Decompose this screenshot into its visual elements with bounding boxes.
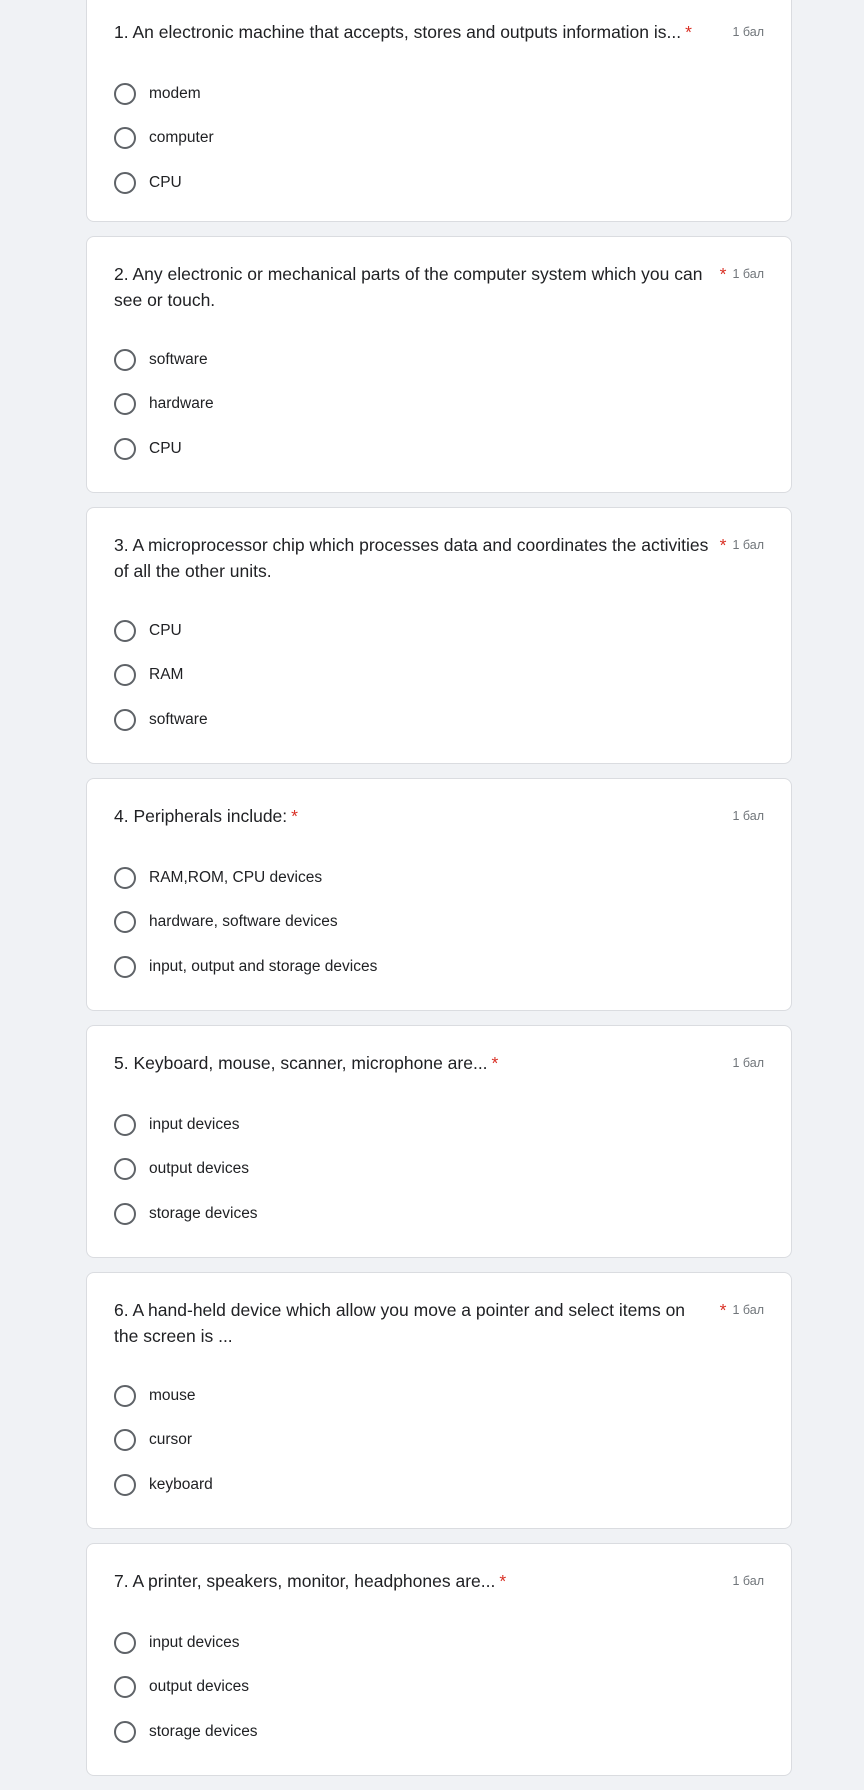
radio-button[interactable] <box>114 1474 136 1496</box>
question-header <box>114 532 764 609</box>
points-label: 1 бал <box>732 1574 764 1588</box>
option-row[interactable] <box>114 1463 764 1507</box>
radio-button[interactable] <box>114 1158 136 1180</box>
question-meta <box>720 532 764 558</box>
option-label: input devices <box>149 1634 240 1652</box>
radio-button[interactable] <box>114 620 136 642</box>
radio-button[interactable] <box>114 664 136 686</box>
option-row[interactable] <box>114 1147 764 1191</box>
question-header <box>114 1050 764 1103</box>
option-label: software <box>149 351 208 369</box>
radio-button[interactable] <box>114 172 136 194</box>
radio-button[interactable] <box>114 911 136 933</box>
radio-button[interactable] <box>114 349 136 371</box>
question-title <box>114 1050 714 1076</box>
radio-button[interactable] <box>114 956 136 978</box>
points-label: 1 бал <box>732 1056 764 1070</box>
option-row[interactable] <box>114 1103 764 1147</box>
question-text: 5. Keyboard, mouse, scanner, microphone are... <box>114 1053 488 1073</box>
points-label: 1 бал <box>732 267 764 281</box>
option-row[interactable] <box>114 1192 764 1236</box>
option-label: input devices <box>149 1116 240 1134</box>
radio-button[interactable] <box>114 1385 136 1407</box>
option-label: hardware, software devices <box>149 913 338 931</box>
option-label: keyboard <box>149 1475 213 1493</box>
radio-button[interactable] <box>114 709 136 731</box>
required-asterisk: * <box>719 1299 727 1320</box>
question-title <box>114 261 714 313</box>
option-label: mouse <box>149 1387 196 1405</box>
required-asterisk: * <box>685 22 692 42</box>
option-label: CPU <box>149 439 182 457</box>
option-label: storage devices <box>149 1204 258 1222</box>
option-row[interactable] <box>114 1665 764 1709</box>
options-list <box>114 1103 764 1236</box>
option-row[interactable] <box>114 1621 764 1665</box>
option-label: output devices <box>149 1160 249 1178</box>
radio-button[interactable] <box>114 1114 136 1136</box>
options-list <box>114 1621 764 1754</box>
required-asterisk: * <box>499 1571 507 1591</box>
question-meta <box>732 1568 764 1594</box>
option-row[interactable] <box>114 72 764 116</box>
option-label: CPU <box>149 173 182 191</box>
option-row[interactable] <box>114 116 764 160</box>
question-text: 2. Any electronic or mechanical parts of the computer system which you can see or touch. <box>114 264 703 310</box>
radio-button[interactable] <box>114 1721 136 1743</box>
option-label: cursor <box>149 1431 193 1449</box>
radio-button[interactable] <box>114 1632 136 1654</box>
question-title <box>114 19 714 45</box>
option-row[interactable] <box>114 338 764 382</box>
required-asterisk: * <box>719 534 727 555</box>
options-list <box>114 856 764 989</box>
radio-button[interactable] <box>114 1203 136 1225</box>
question-title <box>114 1568 714 1594</box>
question-card-3 <box>86 507 792 764</box>
question-card-1 <box>86 0 792 222</box>
points-label: 1 бал <box>732 1303 764 1317</box>
question-card-5 <box>86 1025 792 1258</box>
option-row[interactable] <box>114 900 764 944</box>
options-list <box>114 609 764 742</box>
option-row[interactable] <box>114 609 764 653</box>
question-card-2 <box>86 236 792 493</box>
required-asterisk: * <box>291 806 298 826</box>
question-header <box>114 19 764 72</box>
option-row[interactable] <box>114 698 764 742</box>
question-card-6 <box>86 1272 792 1529</box>
radio-button[interactable] <box>114 1429 136 1451</box>
question-header <box>114 261 764 338</box>
option-row[interactable] <box>114 1418 764 1462</box>
option-label: output devices <box>149 1678 249 1696</box>
options-list <box>114 338 764 471</box>
options-list <box>114 72 764 205</box>
option-label: modem <box>149 85 201 103</box>
radio-button[interactable] <box>114 1676 136 1698</box>
question-text: 1. An electronic machine that accepts, stores and outputs information is... <box>114 22 682 42</box>
question-header <box>114 1297 764 1374</box>
radio-button[interactable] <box>114 867 136 889</box>
radio-button[interactable] <box>114 83 136 105</box>
question-header <box>114 1568 764 1621</box>
radio-button[interactable] <box>114 438 136 460</box>
question-meta <box>732 803 764 829</box>
option-row[interactable] <box>114 945 764 989</box>
options-list <box>114 1374 764 1507</box>
required-asterisk: * <box>491 1053 499 1073</box>
option-row[interactable] <box>114 161 764 205</box>
question-meta <box>720 1297 764 1323</box>
option-row[interactable] <box>114 382 764 426</box>
question-meta <box>732 1050 764 1076</box>
option-label: computer <box>149 129 214 147</box>
question-text: 7. A printer, speakers, monitor, headphones are... <box>114 1571 496 1591</box>
question-meta <box>732 19 764 45</box>
question-title <box>114 532 714 584</box>
question-title <box>114 1297 714 1349</box>
option-label: RAM <box>149 666 184 684</box>
option-row[interactable] <box>114 1710 764 1754</box>
points-label: 1 бал <box>732 538 764 552</box>
option-label: software <box>149 710 208 728</box>
radio-button[interactable] <box>114 393 136 415</box>
option-label: RAM,ROM, CPU devices <box>149 869 323 887</box>
points-label: 1 бал <box>732 809 764 823</box>
option-label: storage devices <box>149 1722 258 1740</box>
question-text: 6. A hand-held device which allow you move a pointer and select items on the screen is ... <box>114 1300 686 1346</box>
question-text: 3. A microprocessor chip which processes data and coordinates the activities of all the other units. <box>114 535 709 581</box>
required-asterisk: * <box>719 263 727 284</box>
option-label: CPU <box>149 622 182 640</box>
option-row[interactable] <box>114 856 764 900</box>
option-label: hardware <box>149 395 214 413</box>
option-row[interactable] <box>114 1374 764 1418</box>
radio-button[interactable] <box>114 127 136 149</box>
question-meta <box>720 261 764 287</box>
points-label: 1 бал <box>732 25 764 39</box>
option-row[interactable] <box>114 427 764 471</box>
question-header <box>114 803 764 856</box>
option-row[interactable] <box>114 653 764 697</box>
question-title <box>114 803 714 829</box>
quiz-form <box>86 0 792 1790</box>
question-card-7 <box>86 1543 792 1776</box>
question-card-4 <box>86 778 792 1011</box>
option-label: input, output and storage devices <box>149 957 378 975</box>
question-text: 4. Peripherals include: <box>114 806 288 826</box>
